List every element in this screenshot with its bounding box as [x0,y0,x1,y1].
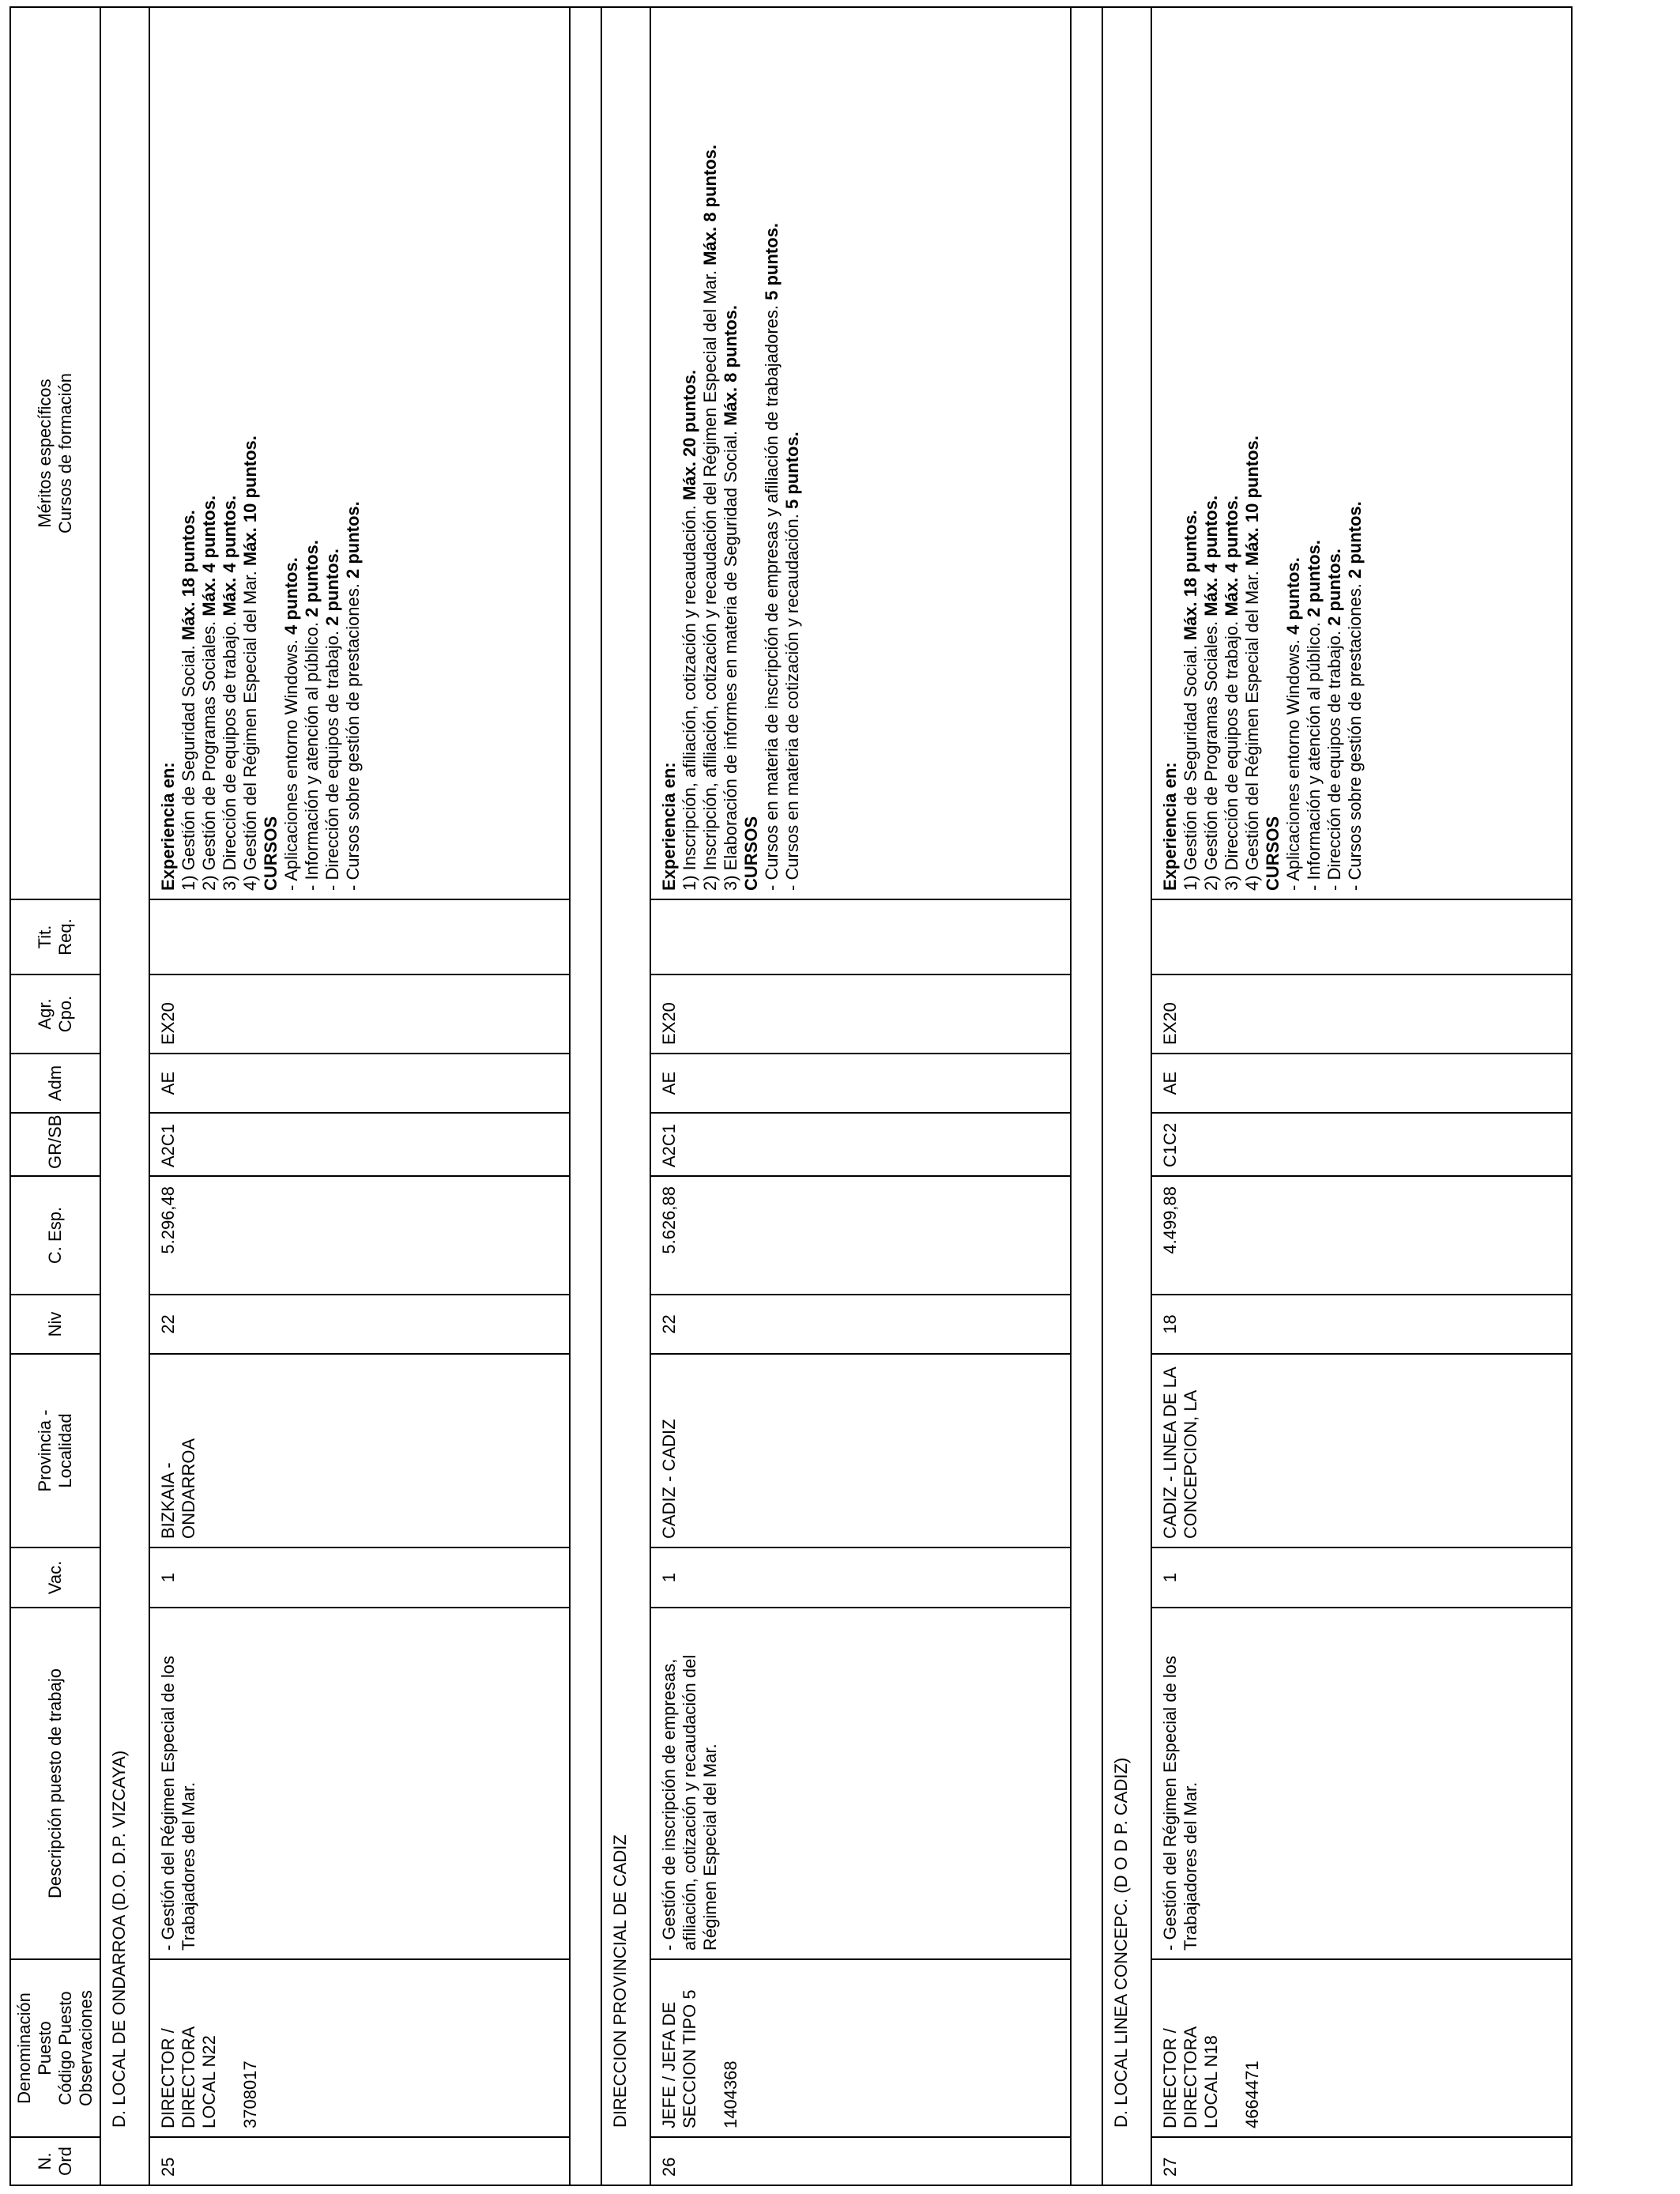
n-ord-cell: 26 [650,2137,1071,2185]
meritos-item-points: Máx. 4 puntos. [199,495,219,616]
meritos-item [199,16,220,891]
meritos-item-text: - Dirección de equipos de trabajo. [1324,625,1344,891]
agr-cpo-cell: EX20 [1151,974,1572,1054]
meritos-heading [741,16,762,891]
adm-cell: AE [650,1054,1071,1113]
meritos-item-text: - Cursos sobre gestión de prestaciones. [1345,579,1365,891]
header-gr-sb: GR/SB [10,1113,100,1176]
meritos-cell [650,7,1071,899]
gr-sb-cell: C1C2 [1151,1113,1572,1176]
provincia-cell: CADIZ - LINEA DE LA CONCEPCION, LA [1151,1354,1572,1547]
vac-cell: 1 [149,1547,570,1608]
agr-cpo-cell: EX20 [149,974,570,1054]
meritos-item-points: 2 puntos. [1324,548,1344,626]
meritos-item-points: Máx. 18 puntos. [1181,510,1200,641]
meritos-item-points: Máx. 4 puntos. [220,495,239,616]
meritos-item [1181,16,1201,891]
agr-cpo-cell: EX20 [650,974,1071,1054]
meritos-item [220,16,240,891]
meritos-item [343,16,363,891]
meritos-item-points: Máx. 8 puntos. [721,304,740,426]
header-niv: Niv [10,1295,100,1354]
section-title: D. LOCAL DE ONDARROA (D.O. D.P. VIZCAYA) [100,7,149,2137]
meritos-item-points: 4 puntos. [281,557,301,635]
meritos-item-text: Experiencia en: [158,762,178,891]
meritos-item [1304,16,1324,891]
meritos-item-text: - Cursos sobre gestión de prestaciones. [343,579,363,891]
meritos-item-text: - Cursos en materia de cotización y recaudación. [782,508,802,891]
meritos-item-text: 3) Dirección de equipos de trabajo. [1222,616,1241,891]
spacer-cell [570,7,601,2185]
meritos-item-text: - Aplicaciones entorno Windows. [1283,634,1303,891]
meritos-item [302,16,322,891]
meritos-item-points: 4 puntos. [1283,557,1303,635]
meritos-item [1242,16,1263,891]
meritos-heading [1263,16,1283,891]
codigo-puesto: 1404368 [721,2060,740,2128]
meritos-item-points: Máx. 4 puntos. [1222,495,1241,616]
c-esp-cell: 5.296,48 [149,1176,570,1295]
meritos-item [762,16,782,891]
meritos-item-points: 2 puntos. [1345,501,1365,579]
table-row [650,7,1071,2185]
header-n-ord: N. Ord [10,2137,100,2185]
meritos-item-text: 3) Elaboración de informes en materia de Seguridad Social. [721,425,740,891]
tit-req-cell [149,899,570,974]
section-header-row [601,7,650,2185]
gr-sb-cell: A2C1 [149,1113,570,1176]
header-adm: Adm [10,1054,100,1113]
n-ord-cell: 27 [1151,2137,1572,2185]
meritos-item-points: 2 puntos. [343,501,363,579]
meritos-item [721,16,741,891]
denominacion-text: JEFE / JEFA DE SECCION TIPO 5 [659,1989,699,2128]
meritos-item [680,16,700,891]
vac-cell: 1 [650,1547,1071,1608]
meritos-item-text: 2) Gestión de Programas Sociales. [1201,616,1221,891]
meritos-item-text: 4) Gestión del Régimen Especial del Mar. [240,566,260,891]
descripcion-cell: - Gestión de inscripción de empresas, afiliación, cotización y recaudación del Régimen Especial del Mar. [650,1608,1071,1959]
descripcion-cell: - Gestión del Régimen Especial de los Trabajadores del Mar. [149,1608,570,1959]
meritos-item-text: - Dirección de equipos de trabajo. [322,625,342,891]
meritos-heading [659,16,680,891]
meritos-item-points: 5 puntos. [782,432,802,509]
meritos-item-text: - Aplicaciones entorno Windows. [281,634,301,891]
codigo-puesto: 3708017 [240,2060,260,2128]
c-esp-cell: 4.499,88 [1151,1176,1572,1295]
gr-sb-cell: A2C1 [650,1113,1071,1176]
header-row [10,7,100,2185]
section-spacer [1071,7,1102,2185]
meritos-item-text: 2) Gestión de Programas Sociales. [199,616,219,891]
meritos-item-text: 3) Dirección de equipos de trabajo. [220,616,239,891]
tit-req-cell [1151,899,1572,974]
meritos-item-points: Máx. 10 puntos. [1242,435,1262,567]
codigo-puesto: 4664471 [1242,2060,1262,2128]
header-c-esp: C. Esp. [10,1176,100,1295]
meritos-item-points: 2 puntos. [302,540,322,617]
meritos-item [240,16,261,891]
meritos-item-text: CURSOS [741,816,761,891]
meritos-item-points: 2 puntos. [322,548,342,626]
meritos-item [700,16,721,891]
denominacion-text: DIRECTOR / DIRECTORA LOCAL N22 [158,2027,219,2128]
meritos-item [1222,16,1242,891]
meritos-item [1201,16,1222,891]
adm-cell: AE [149,1054,570,1113]
denominacion-cell [149,1959,570,2137]
niv-cell: 18 [1151,1295,1572,1354]
meritos-item [281,16,302,891]
header-provincia: Provincia - Localidad [10,1354,100,1547]
section-title: DIRECCION PROVINCIAL DE CADIZ [601,7,650,2137]
header-vac: Vac. [10,1547,100,1608]
meritos-item [1283,16,1304,891]
meritos-item [179,16,199,891]
section-lead-cell [601,2137,650,2185]
meritos-item-points: Máx. 20 puntos. [680,369,699,500]
meritos-item-text: - Cursos en materia de inscripción de empresas y afiliación de trabajadores. [762,300,782,891]
meritos-item [1324,16,1345,891]
section-header-row [100,7,149,2185]
meritos-item-text: 4) Gestión del Régimen Especial del Mar. [1242,566,1262,891]
table-row [149,7,570,2185]
section-header-row [1102,7,1151,2185]
denominacion-cell [1151,1959,1572,2137]
provincia-cell: CADIZ - CADIZ [650,1354,1071,1547]
meritos-item-text: - Información y atención al público. [302,616,322,891]
denominacion-cell [650,1959,1071,2137]
adm-cell: AE [1151,1054,1572,1113]
meritos-item-text: - Información y atención al público. [1304,616,1324,891]
meritos-item-text: CURSOS [1263,816,1283,891]
niv-cell: 22 [650,1295,1071,1354]
meritos-cell [1151,7,1572,899]
meritos-cell [149,7,570,899]
meritos-item [1345,16,1365,891]
meritos-item-text: 2) Inscripción, afiliación, cotización y recaudación del Régimen Especial del Mar. [700,265,720,891]
meritos-item [322,16,343,891]
meritos-item-text: 1) Inscripción, afiliación, cotización y recaudación. [680,499,699,891]
header-agr-cpo: Agr. Cpo. [10,974,100,1054]
n-ord-cell: 25 [149,2137,570,2185]
meritos-item-text: CURSOS [261,816,281,891]
table-row [1151,7,1572,2185]
c-esp-cell: 5.626,88 [650,1176,1071,1295]
section-spacer [570,7,601,2185]
meritos-heading [1160,16,1181,891]
meritos-item-text: Experiencia en: [1160,762,1180,891]
meritos-item-text: 1) Gestión de Seguridad Social. [1181,640,1200,891]
header-denominacion: Denominación Puesto Código Puesto Observaciones [10,1959,100,2137]
tit-req-cell [650,899,1071,974]
meritos-item-points: Máx. 4 puntos. [1201,495,1221,616]
positions-table [9,6,1573,2186]
section-lead-cell [1102,2137,1151,2185]
denominacion-text: DIRECTOR / DIRECTORA LOCAL N18 [1160,2027,1221,2128]
provincia-cell: BIZKAIA - ONDARROA [149,1354,570,1547]
meritos-item [782,16,803,891]
meritos-item-points: 2 puntos. [1304,540,1324,617]
header-tit-req: Tit. Req. [10,899,100,974]
niv-cell: 22 [149,1295,570,1354]
meritos-heading [261,16,281,891]
meritos-item-points: Máx. 10 puntos. [240,435,260,567]
vac-cell: 1 [1151,1547,1572,1608]
meritos-item-points: Máx. 18 puntos. [179,510,198,641]
descripcion-cell: - Gestión del Régimen Especial de los Trabajadores del Mar. [1151,1608,1572,1959]
table-body [100,7,1572,2185]
section-lead-cell [100,2137,149,2185]
meritos-item-text: Experiencia en: [659,762,679,891]
header-descripcion: Descripción puesto de trabajo [10,1608,100,1959]
meritos-heading [158,16,179,891]
meritos-item-points: Máx. 8 puntos. [700,145,720,266]
meritos-item-text: 1) Gestión de Seguridad Social. [179,640,198,891]
spacer-cell [1071,7,1102,2185]
header-meritos: Méritos específicos Cursos de formación [10,7,100,899]
section-title: D. LOCAL LINEA CONCEPC. (D O D P. CADIZ) [1102,7,1151,2137]
meritos-item-points: 5 puntos. [762,223,782,300]
